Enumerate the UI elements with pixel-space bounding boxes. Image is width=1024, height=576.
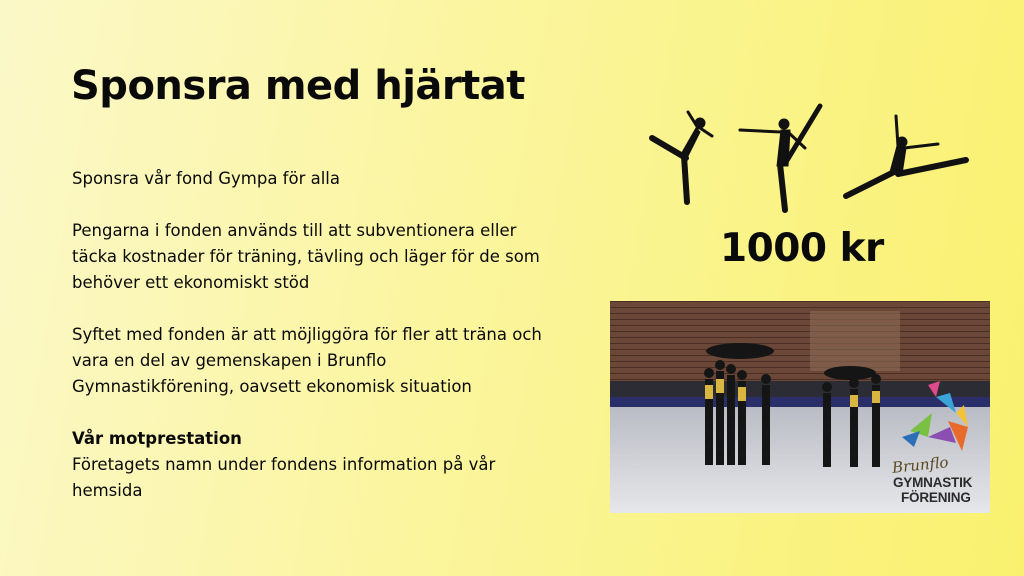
logo-line-1: GYMNASTIK bbox=[893, 475, 973, 490]
counter-text: Företagets namn under fondens information på vår hemsida bbox=[72, 455, 496, 500]
price-label: 1000 kr bbox=[720, 226, 884, 271]
paragraph-usage: Pengarna i fonden används till att subventionera eller täcka kostnader för träning, tävling och läger för de som behöver ett ekonomiskt stöd bbox=[72, 221, 540, 292]
gymnast-leap-icon bbox=[846, 116, 966, 196]
gymnast-silhouette-icon bbox=[740, 106, 820, 210]
logo-script-text: Brunflo bbox=[891, 453, 950, 477]
paragraph-purpose: Syftet med fonden är att möjliggöra för fler att träna och vara en del av gemenskapen i Brunflo Gymnastikförening, oavsett ekonomisk situation bbox=[72, 325, 542, 396]
body-text bbox=[72, 166, 542, 504]
counter-heading: Vår motprestation bbox=[72, 429, 242, 448]
slide-title: Sponsra med hjärtat bbox=[71, 63, 525, 109]
paragraph-fund: Sponsra vår fond Gympa för alla bbox=[72, 169, 340, 188]
gymnast-silhouette-icon bbox=[652, 112, 712, 202]
gymnast-figures bbox=[640, 98, 980, 218]
logo-line-2: FÖRENING bbox=[901, 490, 971, 505]
